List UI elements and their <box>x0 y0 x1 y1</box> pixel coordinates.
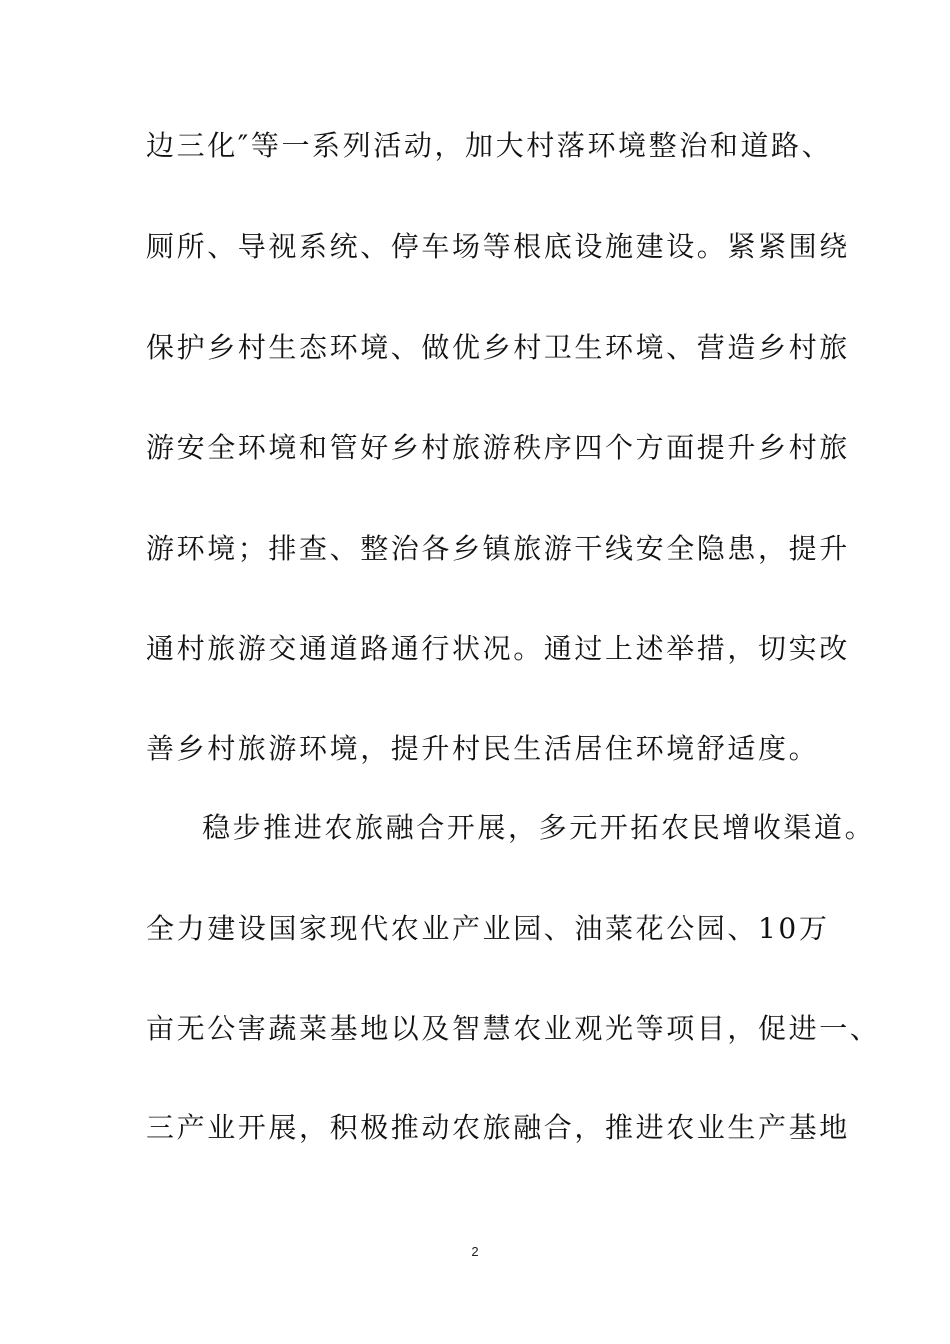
page-number: 2 <box>471 1244 479 1259</box>
text-line: 游环境；排查、整治各乡镇旅游干线安全隐患，提升 <box>146 532 850 565</box>
text-line: 全力建设国家现代农业产业园、油菜花公园、10万 <box>146 912 830 945</box>
text-line: 三产业开展，积极推动农旅融合，推进农业生产基地 <box>146 1111 850 1144</box>
text-line: 保护乡村生态环境、做优乡村卫生环境、营造乡村旅 <box>146 331 850 364</box>
text-line: 游安全环境和管好乡村旅游秩序四个方面提升乡村旅 <box>146 431 850 464</box>
text-line: 善乡村旅游环境，提升村民生活居住环境舒适度。 <box>146 732 820 765</box>
text-line: 边三化″等一系列活动，加大村落环境整治和道路、 <box>146 129 833 162</box>
text-line: 通村旅游交通道路通行状况。通过上述举措，切实改 <box>146 632 850 665</box>
paragraph-first-line: 稳步推进农旅融合开展，多元开拓农民增收渠道。 <box>202 811 876 844</box>
text-line: 厕所、导视系统、停车场等根底设施建设。紧紧围绕 <box>146 230 850 263</box>
text-line: 亩无公害蔬菜基地以及智慧农业观光等项目，促进一、 <box>146 1012 881 1045</box>
